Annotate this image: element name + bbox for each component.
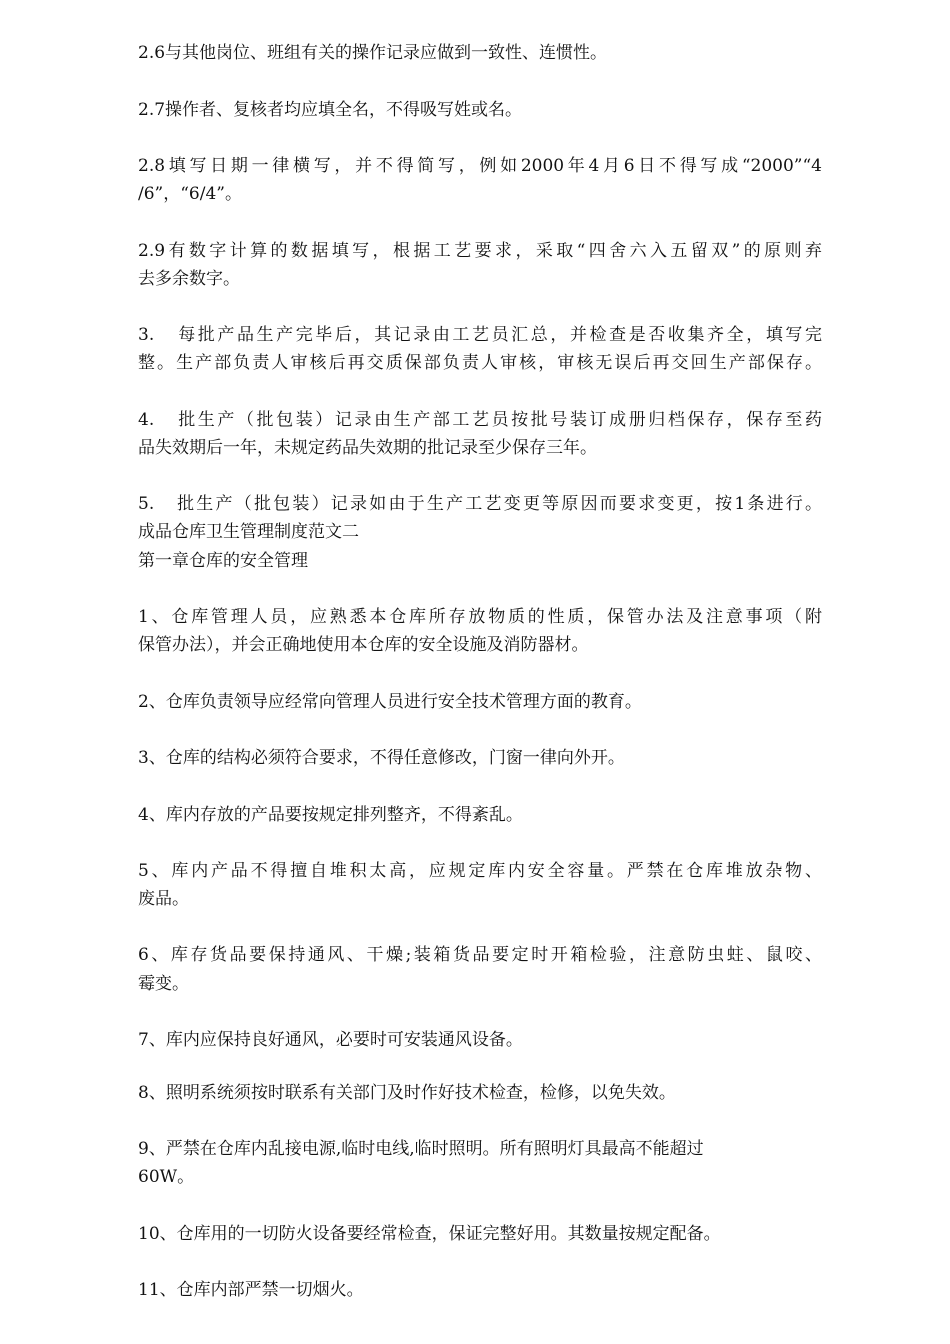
item-4: 4、库内存放的产品要按规定排列整齐，不得紊乱。 (138, 805, 523, 825)
document-subtitle: 成品仓库卫生管理制度范文二 (138, 522, 359, 542)
item-10: 10、仓库用的一切防火设备要经常检查，保证完整好用。其数量按规定配备。 (138, 1224, 721, 1244)
item-9-line-2: 60W。 (138, 1167, 195, 1187)
item-6-line-1: 6、库存货品要保持通风、干燥;装箱货品要定时开箱检验，注意防虫蛀、鼠咬、 (138, 945, 822, 965)
clause-4-line-2: 品失效期后一年，未规定药品失效期的批记录至少保存三年。 (138, 438, 597, 458)
clause-2-8-line-2: /6”，“6/4”。 (138, 184, 242, 204)
clause-2-7: 2.7操作者、复核者均应填全名，不得吸写姓或名。 (138, 100, 523, 120)
item-6-line-2: 霉变。 (138, 974, 189, 994)
item-11: 11、仓库内部严禁一切烟火。 (138, 1280, 364, 1300)
item-5-line-1: 5、库内产品不得擅自堆积太高，应规定库内安全容量。严禁在仓库堆放杂物、 (138, 861, 822, 881)
item-1-line-2: 保管办法），并会正确地使用本仓库的安全设施及消防器材。 (138, 635, 589, 655)
clause-3-line-2: 整。生产部负责人审核后再交质保部负责人审核，审核无误后再交回生产部保存。 (138, 353, 822, 373)
item-3: 3、仓库的结构必须符合要求，不得任意修改，门窗一律向外开。 (138, 748, 625, 768)
item-2: 2、仓库负责领导应经常向管理人员进行安全技术管理方面的教育。 (138, 692, 642, 712)
chapter-heading: 第一章仓库的安全管理 (138, 551, 308, 571)
clause-2-8-line-1: 2.8填写日期一律横写，并不得简写，例如2000年4月6日不得写成“2000”“4 (138, 156, 822, 176)
item-9-line-1: 9、严禁在仓库内乱接电源,临时电线,临时照明。所有照明灯具最高不能超过 (138, 1139, 704, 1159)
clause-2-9-line-2: 去多余数字。 (138, 269, 240, 289)
clause-5: 5. 批生产（批包装）记录如由于生产工艺变更等原因而要求变更，按1条进行。 (138, 494, 822, 514)
clause-2-6: 2.6与其他岗位、班组有关的操作记录应做到一致性、连惯性。 (138, 43, 608, 63)
item-7: 7、库内应保持良好通风，必要时可安装通风设备。 (138, 1030, 523, 1050)
item-5-line-2: 废品。 (138, 889, 189, 909)
clause-3-line-1: 3. 每批产品生产完毕后，其记录由工艺员汇总，并检查是否收集齐全，填写完 (138, 325, 822, 345)
clause-2-9-line-1: 2.9有数字计算的数据填写，根据工艺要求，采取“四舍六入五留双”的原则弃 (138, 241, 822, 261)
item-1-line-1: 1、仓库管理人员，应熟悉本仓库所存放物质的性质，保管办法及注意事项（附 (138, 607, 822, 627)
item-8: 8、照明系统须按时联系有关部门及时作好技术检查，检修，以免失效。 (138, 1083, 676, 1103)
clause-4-line-1: 4. 批生产（批包装）记录由生产部工艺员按批号装订成册归档保存，保存至药 (138, 410, 822, 430)
